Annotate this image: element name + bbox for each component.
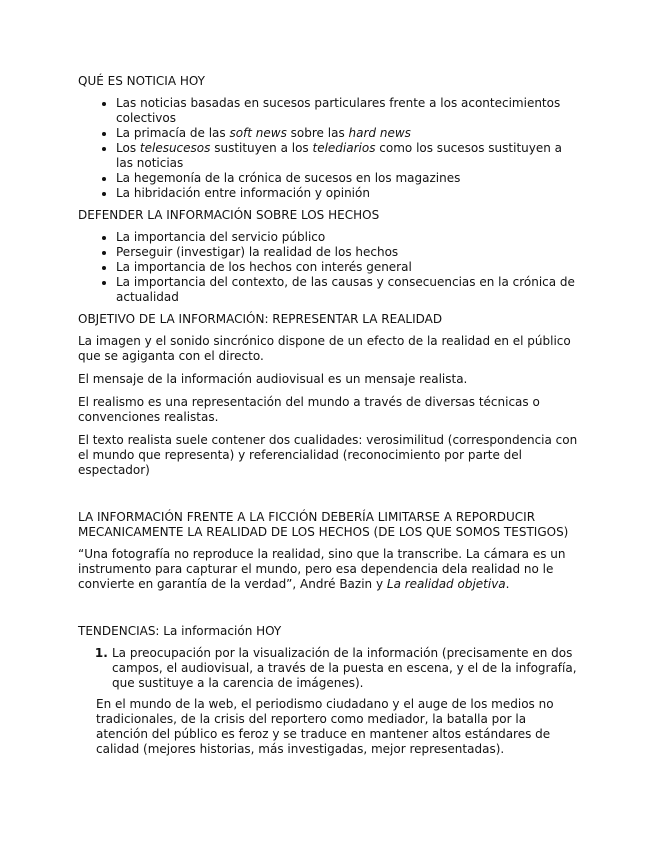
- spacer: [78, 486, 578, 510]
- list-item: • La hibridación entre información y opinión: [116, 186, 578, 201]
- list-item: [116, 141, 578, 171]
- text-span: Los: [116, 141, 140, 155]
- list-item: • La importancia del servicio público: [116, 230, 578, 245]
- quote-paragraph: [78, 547, 578, 592]
- quote-end: .: [505, 577, 510, 591]
- emphasis-text: hard news: [348, 126, 411, 140]
- spacer: [78, 600, 578, 624]
- text-span: sobre las: [286, 126, 349, 140]
- emphasis-text: telediarios: [312, 141, 376, 155]
- list-item: • Perseguir (investigar) la realidad de los hechos: [116, 245, 578, 260]
- paragraph: La imagen y el sonido sincrónico dispone de un efecto de la realidad en el público que se agiganta con el directo.: [78, 334, 571, 363]
- paragraph: El texto realista suele contener dos cualidades: verosimilitud (correspondencia con el mundo que representa) y referencialidad (reconocimiento por parte del espectador): [78, 433, 578, 477]
- list-item: • La hegemonía de la crónica de sucesos en los magazines: [116, 171, 578, 186]
- emphasis-text: soft news: [229, 126, 287, 140]
- section-heading-que-es-noticia: QUÉ ES NOTICIA HOY: [78, 74, 206, 88]
- list-item: • Las noticias basadas en sucesos particulares frente a los acontecimientos colectivos: [116, 96, 578, 126]
- paragraph: El mensaje de la información audiovisual es un mensaje realista.: [78, 372, 468, 386]
- bullet-list-defender: [78, 230, 578, 305]
- paragraph: El realismo es una representación del mundo a través de diversas técnicas o convenciones realistas.: [78, 395, 540, 424]
- list-item: [116, 126, 578, 141]
- list-item: • La importancia de los hechos con interés general: [116, 260, 578, 275]
- list-item: 1. La preocupación por la visualización de la información (precisamente en dos campos, el audiovisual, a través de la puesta en escena, y el de la infografía, que sustituye a la carencia de imágenes).: [112, 646, 578, 691]
- list-item: • La importancia del contexto, de las causas y consecuencias en la crónica de actualidad: [116, 275, 578, 305]
- document-page: [78, 74, 578, 757]
- section-heading-objetivo: OBJETIVO DE LA INFORMACIÓN: REPRESENTAR LA REALIDAD: [78, 312, 443, 326]
- text-span: La primacía de las: [116, 126, 230, 140]
- bullet-list-noticia: [78, 96, 578, 201]
- quote-title: La realidad objetiva: [386, 577, 506, 591]
- numbered-list-tendencias: [78, 646, 578, 691]
- section-heading-tendencias: TENDENCIAS: La información HOY: [78, 624, 282, 638]
- paragraph: En el mundo de la web, el periodismo ciudadano y el auge de los medios no tradicionales, de la crisis del reportero como mediador, la batalla por la atención del público es feroz y se traduce en mantener altos estándares de calidad (mejores historias, más investigadas, mejor representadas).: [96, 697, 554, 756]
- text-span: como los sucesos sustituyen a las noticias: [116, 141, 563, 170]
- emphasis-text: telesucesos: [139, 141, 211, 155]
- section-heading-defender: DEFENDER LA INFORMACIÓN SOBRE LOS HECHOS: [78, 208, 380, 222]
- section-heading-ficcion: LA INFORMACIÓN FRENTE A LA FICCIÓN DEBERÍA LIMITARSE A REPORDUCIR MECANICAMENTE LA REALIDAD DE LOS HECHOS (DE LOS QUE SOMOS TESTIGOS): [78, 510, 569, 539]
- text-span: sustituyen a los: [210, 141, 313, 155]
- quote-text: “Una fotografía no reproduce la realidad, sino que la transcribe. La cámara es un instrumento para capturar el mundo, pero esa dependencia dela realidad no le convierte en garantía de la verdad”, André Bazin y: [78, 547, 566, 591]
